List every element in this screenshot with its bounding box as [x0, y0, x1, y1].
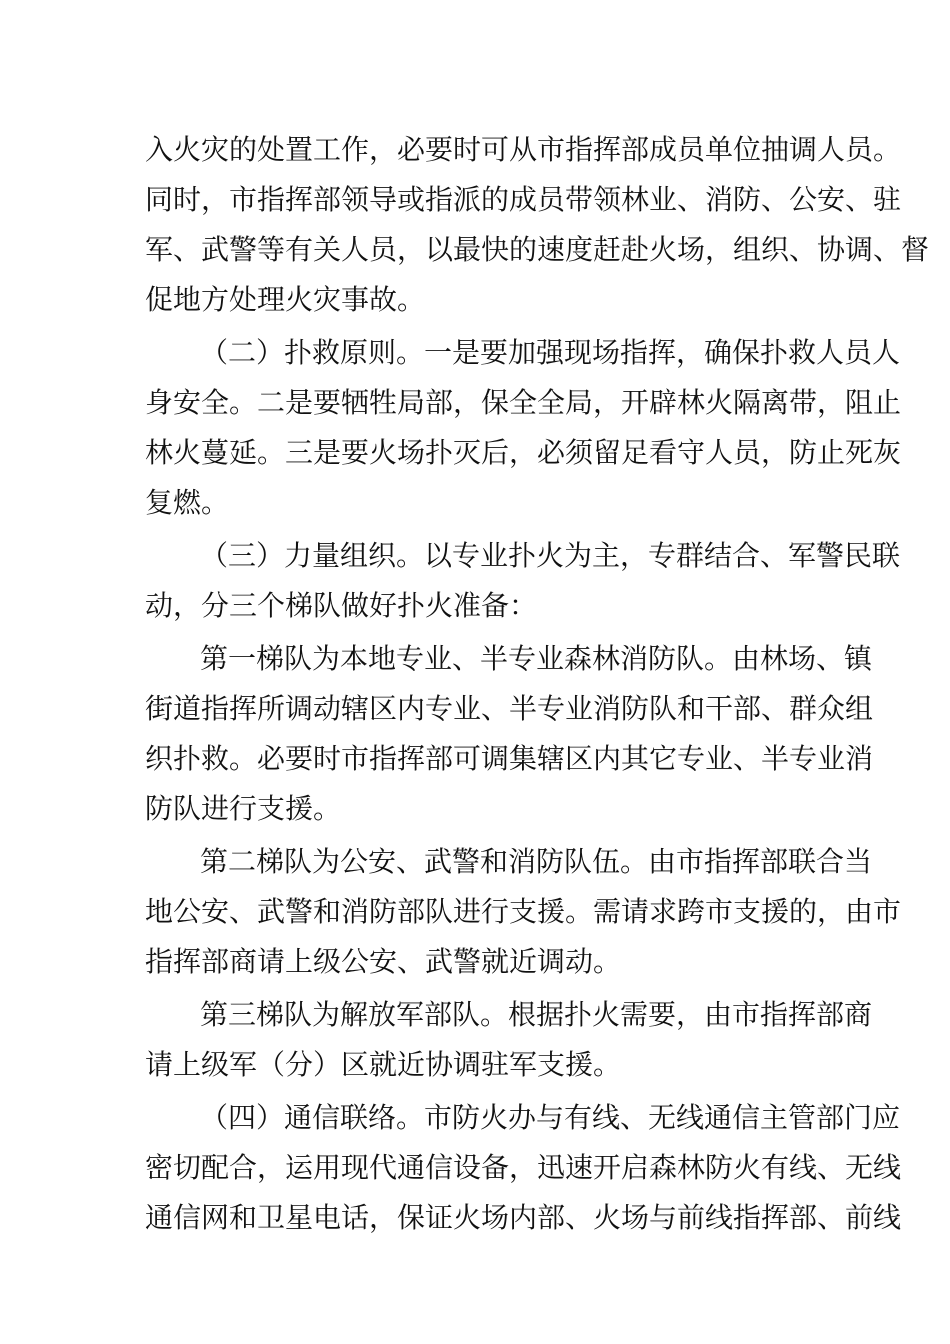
text-line: 防队进行支援。 [145, 792, 342, 825]
paragraph-first-line: 第三梯队为解放军部队。根据扑火需要，由市指挥部商 [200, 998, 873, 1031]
text-line: 请上级军（分）区就近协调驻军支援。 [145, 1048, 622, 1081]
text-line: 身安全。二是要牺牲局部，保全全局，开辟林火隔离带，阻止 [145, 386, 902, 419]
paragraph-first-line: （二）扑救原则。一是要加强现场指挥，确保扑救人员人 [200, 336, 901, 369]
paragraph-first-line: （四）通信联络。市防火办与有线、无线通信主管部门应 [200, 1101, 901, 1134]
text-line: 通信网和卫星电话，保证火场内部、火场与前线指挥部、前线 [145, 1201, 902, 1234]
text-line: 动，分三个梯队做好扑火准备： [145, 589, 538, 622]
paragraph-first-line: 第一梯队为本地专业、半专业森林消防队。由林场、镇 [200, 642, 873, 675]
text-line: 军、武警等有关人员，以最快的速度赶赴火场，组织、协调、督 [145, 233, 930, 266]
text-line: 街道指挥所调动辖区内专业、半专业消防队和干部、群众组 [145, 692, 874, 725]
text-line: 密切配合，运用现代通信设备，迅速开启森林防火有线、无线 [145, 1151, 902, 1184]
text-line: 同时，市指挥部领导或指派的成员带领林业、消防、公安、驻 [145, 183, 902, 216]
text-line: 入火灾的处置工作，必要时可从市指挥部成员单位抽调人员。 [145, 133, 902, 166]
text-line: 地公安、武警和消防部队进行支援。需请求跨市支援的，由市 [145, 895, 902, 928]
text-line: 林火蔓延。三是要火场扑灭后，必须留足看守人员，防止死灰 [145, 436, 902, 469]
text-line: 促地方处理火灾事故。 [145, 283, 426, 316]
text-line: 指挥部商请上级公安、武警就近调动。 [145, 945, 622, 978]
text-line: 复燃。 [145, 486, 230, 519]
paragraph-first-line: 第二梯队为公安、武警和消防队伍。由市指挥部联合当 [200, 845, 873, 878]
paragraph-first-line: （三）力量组织。以专业扑火为主，专群结合、军警民联 [200, 539, 901, 572]
text-line: 织扑救。必要时市指挥部可调集辖区内其它专业、半专业消 [145, 742, 874, 775]
